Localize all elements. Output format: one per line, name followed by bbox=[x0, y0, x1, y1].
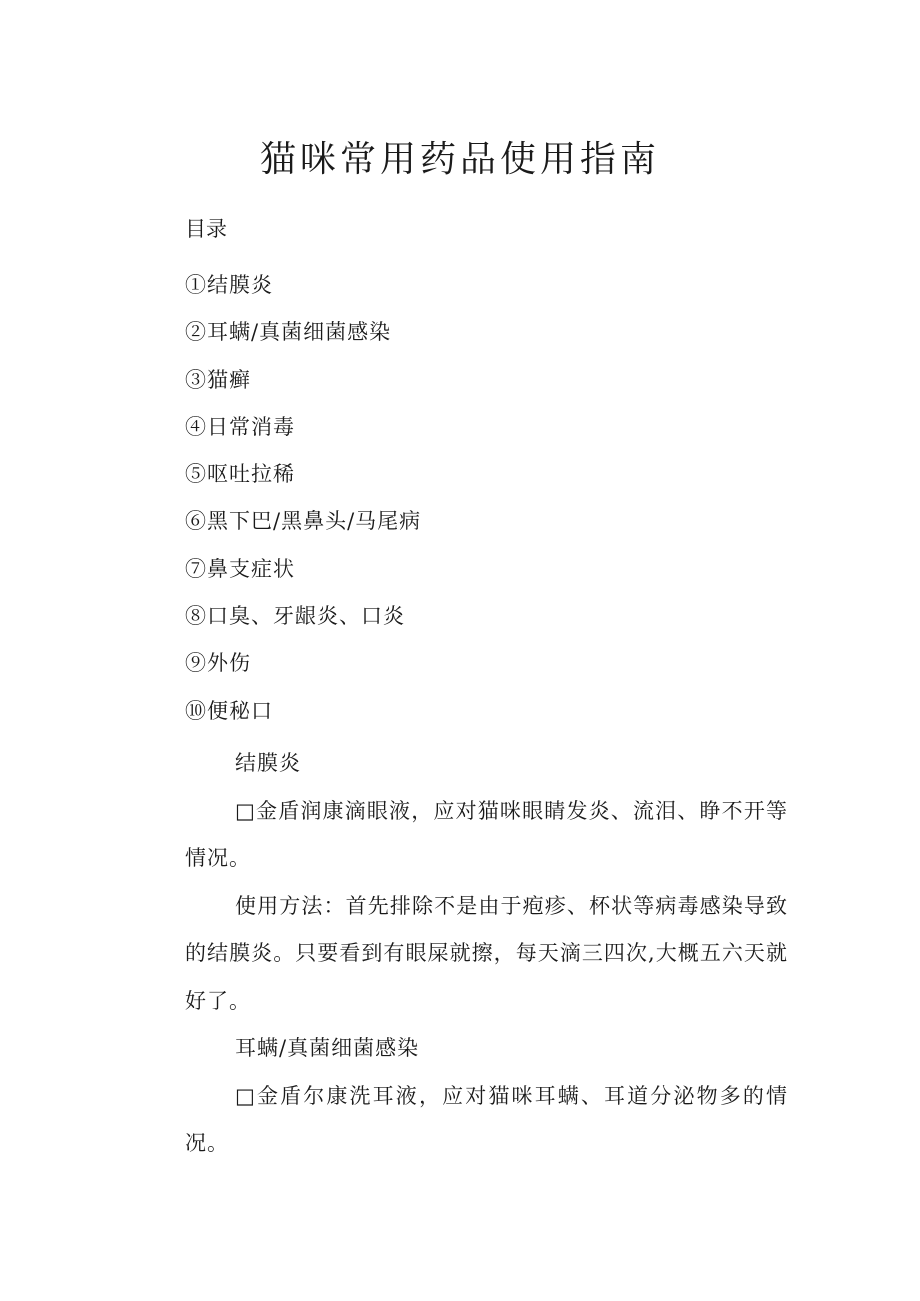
toc-item: ③猫癣 bbox=[185, 367, 251, 392]
document-body bbox=[185, 740, 788, 1168]
toc-item: ②耳螨/真菌细菌感染 bbox=[185, 320, 392, 345]
toc-heading: 目录 bbox=[185, 217, 227, 241]
toc-item: ⑧口臭、牙龈炎、口炎 bbox=[185, 604, 405, 629]
toc-item: ①结膜炎 bbox=[185, 273, 273, 297]
toc-item: ⑩便秘口 bbox=[185, 698, 273, 723]
section-paragraph: 使用方法：首先排除不是由于疱疹、杯状等病毒感染导致的结膜炎。只要看到有眼屎就擦，每天滴三四次,大概五六天就好了。 bbox=[185, 893, 788, 1013]
toc-item: ④日常消毒 bbox=[185, 414, 295, 439]
section-paragraph: □金盾润康滴眼液，应对猫咪眼睛发炎、流泪、睁不开等情况。 bbox=[185, 798, 788, 870]
document-title: 猫咪常用药品使用指南 bbox=[259, 139, 660, 180]
toc-item: ⑨外伤 bbox=[185, 651, 251, 676]
section-heading: 耳螨/真菌细菌感染 bbox=[235, 1036, 420, 1060]
toc-item: ⑥黑下巴/黑鼻头/马尾病 bbox=[185, 509, 422, 534]
section-paragraph: □金盾尔康洗耳液，应对猫咪耳螨、耳道分泌物多的情况。 bbox=[185, 1083, 788, 1155]
table-of-contents bbox=[185, 270, 421, 743]
toc-item: ⑤呕吐拉稀 bbox=[185, 462, 295, 487]
section-heading: 结膜炎 bbox=[235, 751, 301, 775]
toc-item: ⑦鼻支症状 bbox=[185, 556, 295, 581]
